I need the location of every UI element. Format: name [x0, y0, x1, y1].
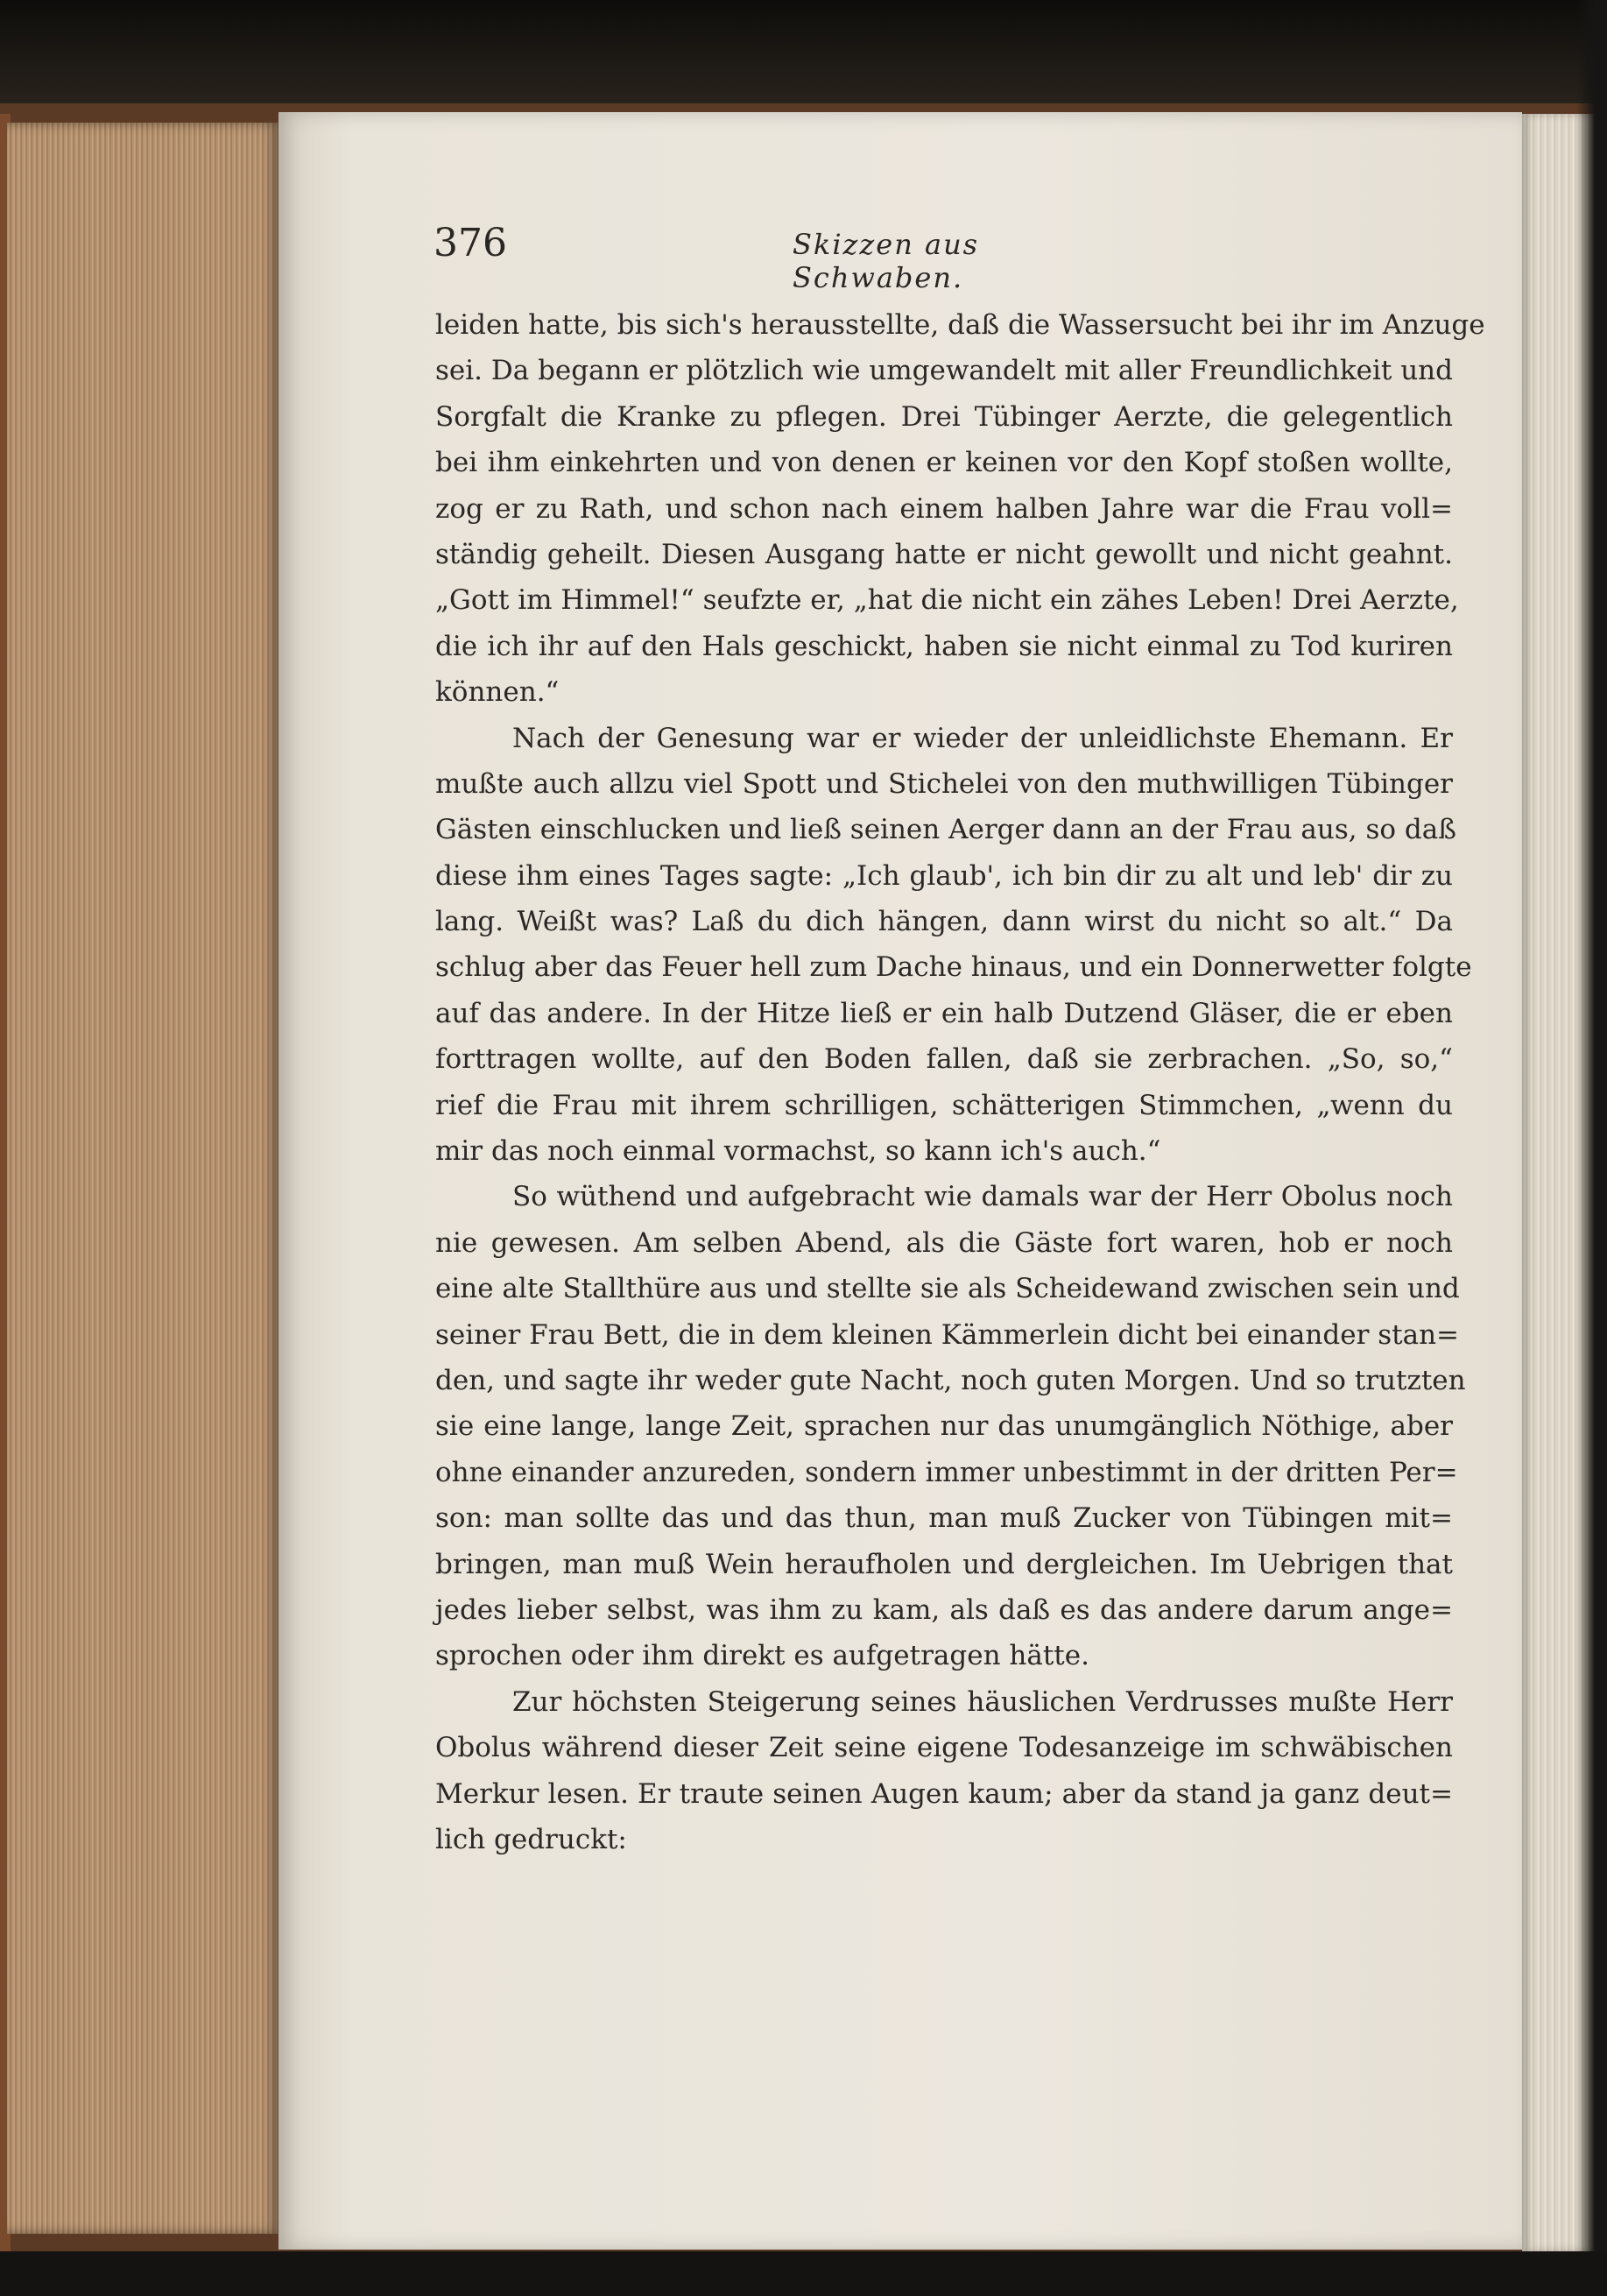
text-line: eine alte Stallthüre aus und stellte sie als Scheidewand zwischen sein und — [435, 1273, 1460, 1305]
text-line: So wüthend und aufgebracht wie damals war der Herr Obolus noch — [512, 1181, 1453, 1213]
text-line: forttragen wollte, auf den Boden fallen, daß sie zerbrachen. „So, so,“ — [435, 1043, 1453, 1076]
text-line: mir das noch einmal vormachst, so kann ich's auch.“ — [435, 1135, 1161, 1168]
text-line: auf das andere. In der Hitze ließ er ein halb Dutzend Gläser, die er eben — [435, 997, 1453, 1029]
text-line: nie gewesen. Am selben Abend, als die Gäste fort waren, hob er noch — [435, 1226, 1453, 1259]
text-line: „Gott im Himmel!“ seufzte er, „hat die nicht ein zähes Leben! Drei Aerzte, — [435, 584, 1459, 617]
text-line: seiner Frau Bett, die in dem kleinen Kämmerlein dicht bei einander stan= — [435, 1318, 1460, 1351]
right-background — [1576, 0, 1607, 2296]
text-line: leiden hatte, bis sich's herausstellte, daß die Wassersucht bei ihr im Anzuge — [435, 309, 1485, 341]
body-text — [435, 302, 1485, 1862]
text-line: Sorgfalt die Kranke zu pflegen. Drei Tübinger Aerzte, die gelegentlich — [435, 400, 1453, 433]
left-page-stack — [7, 123, 280, 2234]
text-line: sprochen oder ihm direkt es aufgetragen hätte. — [435, 1640, 1089, 1672]
text-line: jedes lieber selbst, was ihm zu kam, als daß es das andere darum ange= — [435, 1593, 1453, 1626]
text-line: mußte auch allzu viel Spott und Stichelei von den muthwilligen Tübinger — [435, 767, 1453, 800]
text-line: die ich ihr auf den Hals geschickt, haben sie nicht einmal zu Tod kuriren — [435, 630, 1453, 662]
text-line: diese ihm eines Tages sagte: „Ich glaub', ich bin dir zu alt und leb' dir zu — [435, 859, 1453, 892]
text-line: lang. Weißt was? Laß du dich hängen, dann wirst du nicht so alt.“ Da — [435, 906, 1453, 938]
text-line: Gästen einschlucken und ließ seinen Aerger dann an der Frau aus, so daß — [435, 814, 1456, 846]
text-line: ständig geheilt. Diesen Ausgang hatte er nicht gewollt und nicht geahnt. — [435, 538, 1453, 570]
page-number: 376 — [433, 221, 507, 265]
text-line: Zur höchsten Steigerung seines häuslichen Verdrusses mußte Herr — [512, 1685, 1453, 1718]
text-line: Merkur lesen. Er traute seinen Augen kaum; aber da stand ja ganz deut= — [435, 1777, 1453, 1810]
bottom-background — [0, 2251, 1607, 2296]
text-line: schlug aber das Feuer hell zum Dache hinaus, und ein Donnerwetter folgte — [435, 951, 1472, 984]
text-line: den, und sagte ihr weder gute Nacht, noch guten Morgen. Und so trutzten — [435, 1364, 1466, 1396]
text-line: son: man sollte das und das thun, man muß Zucker von Tübingen mit= — [435, 1502, 1453, 1535]
text-line: können.“ — [435, 676, 560, 709]
text-line: bringen, man muß Wein heraufholen und dergleichen. Im Uebrigen that — [435, 1548, 1453, 1580]
text-line: zog er zu Rath, und schon nach einem halben Jahre war die Frau voll= — [435, 492, 1453, 525]
text-line: sei. Da begann er plötzlich wie umgewandelt mit aller Freundlichkeit und — [435, 355, 1453, 387]
top-background — [0, 0, 1607, 114]
page-header — [433, 221, 1099, 294]
text-line: Obolus während dieser Zeit seine eigene Todesanzeige im schwäbischen — [435, 1732, 1453, 1764]
text-line: sie eine lange, lange Zeit, sprachen nur das unumgänglich Nöthige, aber — [435, 1410, 1453, 1443]
text-line: lich gedruckt: — [435, 1823, 627, 1855]
text-line: Nach der Genesung war er wieder der unleidlichste Ehemann. Er — [512, 722, 1453, 754]
running-head: Skizzen aus Schwaben. — [793, 228, 980, 294]
text-line: ohne einander anzureden, sondern immer unbestimmt in der dritten Per= — [435, 1456, 1458, 1488]
text-line: rief die Frau mit ihrem schrilligen, schätterigen Stimmchen, „wenn du — [435, 1089, 1453, 1121]
text-line: bei ihm einkehrten und von denen er keinen vor den Kopf stoßen wollte, — [435, 447, 1453, 479]
